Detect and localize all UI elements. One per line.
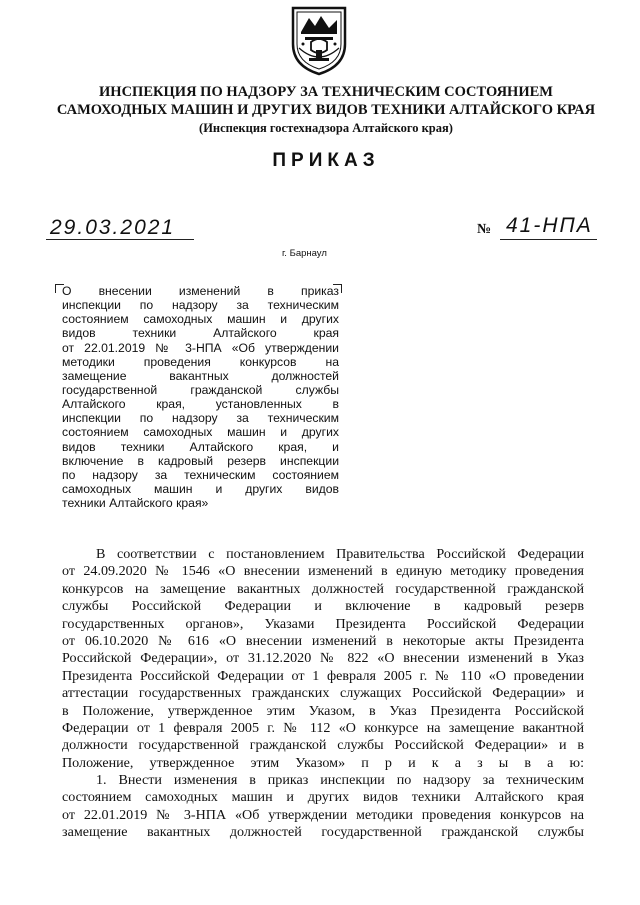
subject-line: от 22.01.2019 № 3-НПА «Об утверждении [62,340,339,355]
organization-short-name: (Инспекция гостехнадзора Алтайского края) [199,121,453,135]
subject-line: инспекции по надзору за техническим [62,298,339,313]
body-line: конкурсов на замещение вакантных должностей государственной гражданской [62,580,584,597]
coat-of-arms-emblem [287,4,351,76]
body-line: службы Российской Федерации и включение в кадровый резерв [62,598,584,615]
subject-line: состоянием самоходных машин и других [62,312,339,327]
order-number-label: № [477,222,492,237]
body-line: государственных органов», Указами Президента Российской Федерации [62,615,584,632]
body-line: Федерации от 1 февраля 2005 г. № 112 «О конкурсе на замещение вакантной [62,719,584,736]
body-line: В соответствии с постановлением Правительства Российской Федерации [96,546,584,562]
subject-line: по надзору за техническим состоянием [62,467,339,482]
body-line: в Положение, утвержденное этим Указом, в Указ Президента Российской [62,702,584,719]
order-body [62,546,584,842]
body-line: замещение вакантных должностей государственной гражданской службы [62,824,584,841]
body-line: Президента Российской Федерации от 1 февраля 2005 г. № 110 «О проведении [62,667,584,684]
body-line: от 06.10.2020 № 616 «О внесении изменений в некоторые акты Президента [62,632,584,649]
body-line: Положение, утвержденное этим Указом» п р и к а з ы в а ю: [62,754,584,771]
number-underline [500,239,597,240]
subject-line: Алтайского края, установленных в [62,397,339,412]
subject-line: видов техники Алтайского края, и [62,439,339,454]
city-name: г. Барнаул [282,248,327,259]
subject-line: включение в кадровый резерв инспекции [62,453,339,468]
order-date: 29.03.2021 [50,216,176,239]
subject-line: замещение вакантных должностей [62,368,339,383]
order-number: 41-НПА [506,214,593,237]
subject-line: техники Алтайского края» [62,496,209,511]
subject-line: методики проведения конкурсов на [62,354,339,369]
order-subject [62,284,339,510]
subject-line: самоходных машин и других видов [62,481,339,496]
subject-line: видов техники Алтайского края [62,326,339,341]
body-line: от 22.01.2019 № 3-НПА «Об утверждении методики проведения конкурсов на [62,806,584,823]
subject-line: состоянием самоходных машин и других [62,425,339,440]
body-line: должности государственной гражданской службы Российской Федерации» и в [62,737,584,754]
body-line: аттестации государственных гражданских служащих Российской Федерации» и [62,685,584,702]
subject-line: государственной гражданской службы [62,382,339,397]
body-line: Российской Федерации», от 31.12.2020 № 822 «О внесении изменений в Указ [62,650,584,667]
date-underline [46,239,194,240]
organization-name-line1: ИНСПЕКЦИЯ ПО НАДЗОРУ ЗА ТЕХНИЧЕСКИМ СОСТОЯНИЕМ [99,84,553,100]
subject-line: О внесении изменений в приказ [62,284,339,298]
organization-name-line2: САМОХОДНЫХ МАШИН И ДРУГИХ ВИДОВ ТЕХНИКИ АЛТАЙСКОГО КРАЯ [56,102,596,118]
body-line: от 24.09.2020 № 1546 «О внесении изменений в единую методику проведения [62,563,584,580]
body-line: 1. Внести изменения в приказ инспекции по надзору за техническим [96,772,584,789]
subject-line: инспекции по надзору за техническим [62,411,339,426]
body-line: состоянием самоходных машин и других видов техники Алтайского края [62,789,584,806]
document-type-title: ПРИКАЗ [272,150,380,171]
